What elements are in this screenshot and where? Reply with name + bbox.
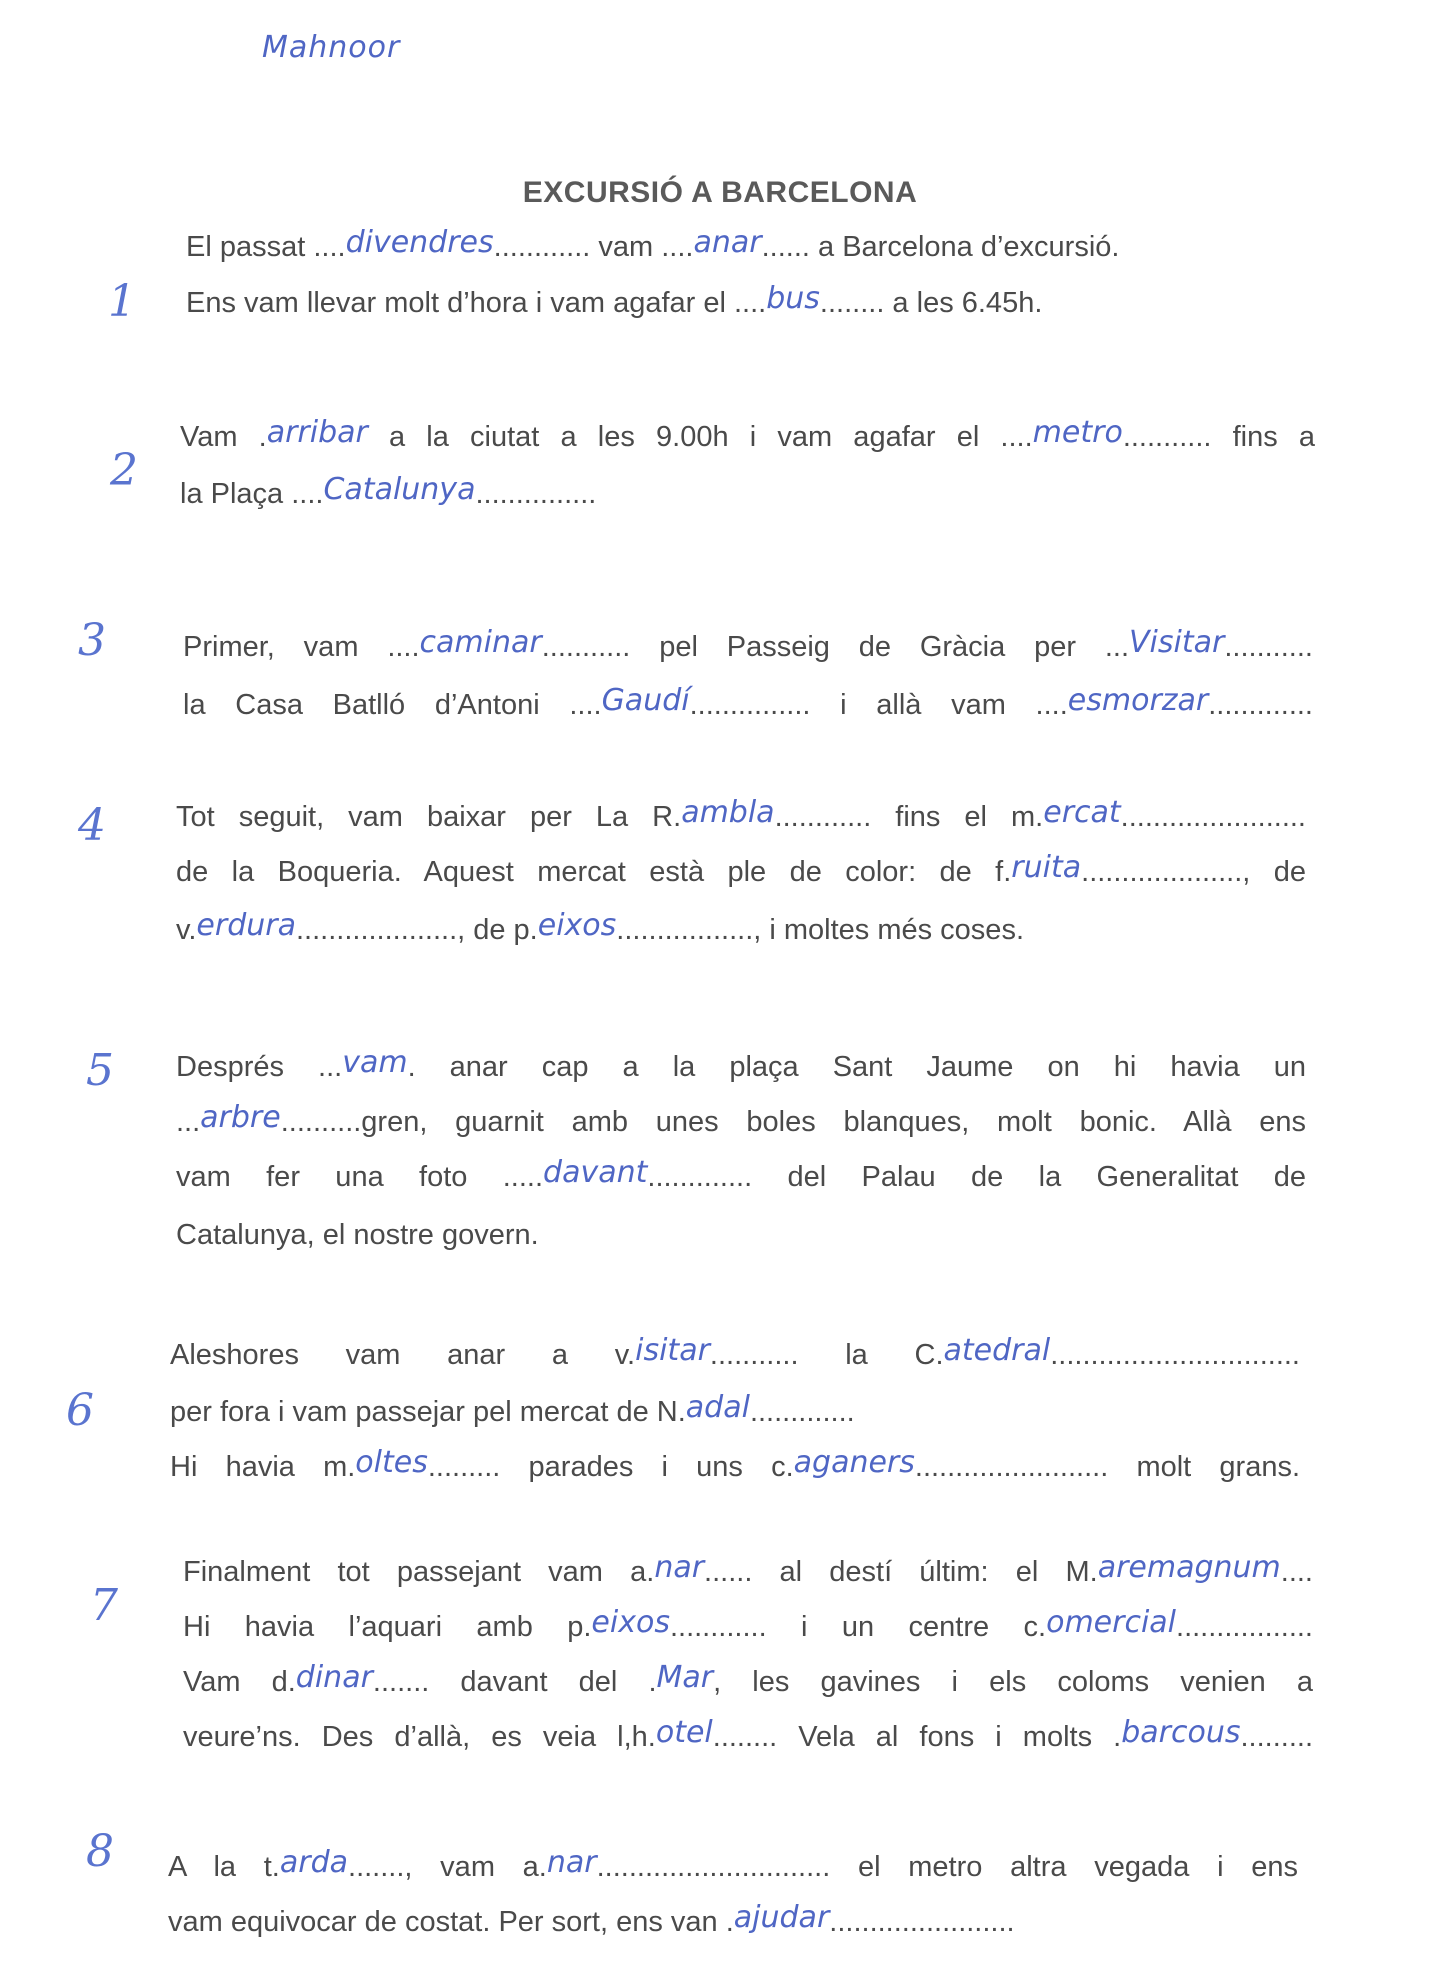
handwritten-answer: divendres	[345, 225, 494, 260]
handwritten-answer: nar	[546, 1845, 597, 1880]
printed-text: v.	[176, 914, 197, 946]
printed-text: ............. del Palau de la Generalitat de	[647, 1161, 1306, 1193]
text-line	[176, 908, 1176, 947]
handwritten-answer: barcous	[1121, 1715, 1241, 1750]
printed-text: .............	[1208, 689, 1313, 721]
printed-text: Vam .	[180, 421, 267, 453]
text-line	[183, 1715, 1313, 1754]
handwritten-answer: ercat	[1043, 795, 1121, 830]
printed-text: El passat ....	[186, 231, 346, 263]
handwritten-answer: oltes	[355, 1445, 428, 1480]
printed-text: ........ Vela al fons i molts .	[712, 1721, 1122, 1753]
text-line	[170, 1333, 1300, 1372]
handwritten-answer: nar	[654, 1550, 705, 1585]
handwritten-answer: ruita	[1011, 850, 1082, 885]
handwritten-answer: metro	[1032, 415, 1123, 450]
handwritten-answer: omercial	[1046, 1605, 1177, 1640]
printed-text: ................., i moltes més coses.	[616, 914, 1024, 946]
handwritten-answer: Mar	[656, 1660, 714, 1695]
printed-text: Hi havia l’aquari amb p.	[183, 1611, 592, 1643]
text-line	[170, 1445, 1301, 1484]
printed-text: Aleshores vam anar a v.	[170, 1339, 636, 1371]
handwritten-answer: arda	[279, 1845, 349, 1880]
handwritten-answer: eixos	[591, 1605, 670, 1640]
printed-text: ...........	[1224, 631, 1313, 663]
handwritten-answer: davant	[543, 1155, 648, 1190]
printed-text: ........... fins a	[1122, 421, 1316, 453]
handwritten-answer: adal	[685, 1390, 750, 1425]
printed-text: ...............................	[1050, 1339, 1300, 1371]
printed-text: ............ fins el m.	[774, 801, 1044, 833]
text-line	[176, 1045, 1307, 1084]
printed-text: ....	[1280, 1556, 1313, 1588]
printed-text: ......., vam a.	[348, 1851, 547, 1883]
printed-text: ............... i allà vam ....	[689, 689, 1068, 721]
text-line	[183, 1605, 1313, 1644]
printed-text: ........................ molt grans.	[914, 1451, 1301, 1483]
printed-text: ............................. el metro altra vegada i ens	[596, 1851, 1298, 1883]
text-line	[183, 1660, 1313, 1699]
printed-text: ...................., de	[1081, 856, 1306, 888]
printed-text: Hi havia m.	[170, 1451, 356, 1483]
printed-text: ...	[176, 1106, 201, 1138]
handwritten-answer: anar	[693, 225, 762, 260]
printed-text: Catalunya, el nostre govern.	[176, 1219, 539, 1251]
text-line	[168, 1900, 1168, 1939]
printed-text: ........... la C.	[709, 1339, 944, 1371]
handwritten-answer: arribar	[266, 415, 368, 450]
printed-text: ....... davant del .	[372, 1666, 657, 1698]
paragraph-number: 2	[110, 445, 138, 496]
printed-text: ..........gren, guarnit amb unes boles blanques, molt bonic. Allà ens	[280, 1106, 1306, 1138]
printed-text: Després ...	[176, 1051, 343, 1083]
text-line	[180, 472, 880, 511]
paragraph-number: 3	[78, 615, 106, 666]
printed-text: ............ vam ....	[493, 231, 694, 263]
printed-text: Tot seguit, vam baixar per La R.	[176, 801, 682, 833]
student-name: Mahnoor	[262, 30, 401, 65]
paragraph-number: 6	[66, 1385, 94, 1436]
text-line	[176, 1155, 1306, 1194]
printed-text: .............	[749, 1396, 855, 1428]
text-line	[168, 1845, 1298, 1884]
paragraph-number: 1	[108, 276, 136, 327]
printed-text: ........... pel Passeig de Gràcia per ...	[541, 631, 1130, 663]
handwritten-answer: Visitar	[1129, 625, 1225, 660]
text-line	[176, 850, 1306, 889]
handwritten-answer: eixos	[537, 908, 617, 943]
paragraph-number: 8	[86, 1826, 114, 1877]
handwritten-answer: otel	[655, 1715, 713, 1750]
printed-text: de la Boqueria. Aquest mercat està ple de color: de f.	[176, 856, 1012, 888]
text-line	[186, 225, 1254, 264]
handwritten-answer: atedral	[943, 1333, 1051, 1368]
printed-text: ............ i un centre c.	[669, 1611, 1047, 1643]
text-line	[176, 1218, 876, 1252]
text-line	[180, 415, 1316, 454]
printed-text: a la ciutat a les 9.00h i vam agafar el ....	[367, 421, 1033, 453]
printed-text: ...... a Barcelona d’excursió.	[761, 231, 1120, 263]
printed-text: ...............	[475, 478, 597, 510]
printed-text: .................	[1176, 1611, 1313, 1643]
text-line	[176, 1100, 1306, 1139]
printed-text: .........	[1240, 1721, 1313, 1753]
printed-text: la Casa Batlló d’Antoni ....	[183, 689, 602, 721]
printed-text: ......... parades i uns c.	[427, 1451, 794, 1483]
handwritten-answer: erdura	[196, 908, 296, 943]
printed-text: vam fer una foto .....	[176, 1161, 544, 1193]
handwritten-answer: arbre	[200, 1100, 281, 1135]
handwritten-answer: vam	[342, 1045, 408, 1080]
printed-text: veure’ns. Des d’allà, es veia l,h.	[183, 1721, 656, 1753]
printed-text: vam equivocar de costat. Per sort, ens van .	[168, 1906, 734, 1938]
paragraph-number: 4	[78, 800, 106, 851]
printed-text: .......................	[829, 1906, 1015, 1938]
text-line	[176, 795, 1306, 834]
handwritten-answer: Catalunya	[323, 472, 476, 507]
handwritten-answer: aremagnum	[1097, 1550, 1281, 1585]
printed-text: .......................	[1120, 801, 1306, 833]
printed-text: ........ a les 6.45h.	[819, 287, 1043, 319]
handwritten-answer: esmorzar	[1067, 683, 1209, 718]
handwritten-answer: caminar	[419, 625, 542, 660]
paragraph-number: 5	[86, 1045, 114, 1096]
handwritten-answer: ajudar	[733, 1900, 830, 1935]
handwritten-answer: isitar	[635, 1333, 710, 1368]
handwritten-answer: bus	[766, 281, 820, 316]
printed-text: la Plaça ....	[180, 478, 324, 510]
handwritten-answer: ambla	[681, 795, 775, 830]
text-line	[170, 1390, 1070, 1429]
handwritten-answer: Gaudí	[601, 683, 690, 718]
paragraph-number: 7	[90, 1580, 118, 1631]
text-line	[183, 625, 1313, 664]
printed-text: Vam d.	[183, 1666, 296, 1698]
text-line	[183, 683, 1313, 722]
handwritten-answer: dinar	[295, 1660, 373, 1695]
printed-text: , les gavines i els coloms venien a	[713, 1666, 1313, 1698]
printed-text: . anar cap a la plaça Sant Jaume on hi havia un	[407, 1051, 1307, 1083]
printed-text: Finalment tot passejant vam a.	[183, 1556, 655, 1588]
printed-text: Ens vam llevar molt d’hora i vam agafar el ....	[186, 287, 767, 319]
text-line	[186, 281, 1186, 320]
printed-text: ...... al destí últim: el M.	[704, 1556, 1098, 1588]
printed-text: A la t.	[168, 1851, 280, 1883]
printed-text: per fora i vam passejar pel mercat de N.	[170, 1396, 686, 1428]
handwritten-answer: aganers	[793, 1445, 915, 1480]
text-line	[183, 1550, 1313, 1589]
worksheet-title: EXCURSIÓ A BARCELONA	[522, 176, 918, 209]
printed-text: ...................., de p.	[295, 914, 538, 946]
printed-text: Primer, vam ....	[183, 631, 420, 663]
